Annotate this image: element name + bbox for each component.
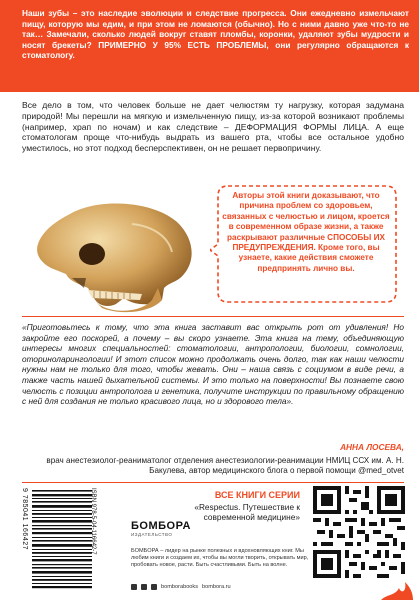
telegram-icon xyxy=(131,584,137,590)
divider-bottom xyxy=(22,482,404,483)
publisher-blurb: БОМБОРА – лидер на рынке полезных и вдохновляющих книг. Мы любим книги и создаем их, чтобы вы могли творить, открывать мир, пробовать новое, расти. Быть счастливыми. Быть на волне. xyxy=(131,548,309,568)
isbn-text: ISBN 978-5-04-116642-7 xyxy=(90,488,96,555)
publisher-social-row xyxy=(131,584,311,590)
barcode xyxy=(18,484,120,596)
barcode-graphic xyxy=(18,484,120,596)
publisher-site: bombora.ru xyxy=(202,584,231,590)
divider-top xyxy=(22,316,404,317)
corner-flame-decoration xyxy=(381,572,413,600)
body-text: Все дело в том, что человек больше не дает челюстям ту нагрузку, которая задумана природой! Мы перешли на мягкую и измельченную пищу, из-за которой возникают проблемы (например, храп по ночам) и как следствие – ДЕФОРМАЦИЯ ФОРМЫ ЛИЦА. А еще стоматологам проще что-нибудь выдрать из вашего рта, чтобы все остальное удобно уместилось, но этот подход бесперспективен, он не решает первопричину. xyxy=(22,100,404,154)
qr-code xyxy=(313,486,405,578)
quote-author-name: АННА ЛОСЕВА, xyxy=(340,442,404,452)
barcode-digits: 9 785041 166427 xyxy=(21,488,28,550)
publisher-handle: bomborabooks xyxy=(161,584,199,590)
quote-author-description: врач анестезиолог-реаниматолог отделения анестезиологии-реанимации НМИЦ ССХ им. А. Н. Бакулева, автор медицинского блога о первой помощи @med_otvet xyxy=(46,456,404,476)
publisher-logo-name: БОМБОРА xyxy=(131,520,191,532)
intro-text: Наши зубы – это наследие эволюции и следствие прогресса. Они ежедневно измельчают пищу, которую мы едим, и при этом не ломаются (обычно). Но с ними давно уже что-то не так… Замечали, сколько людей вокруг ставят пломбы, коронки, удаляют зубы мудрости и носят брекеты? ПРИМЕРНО У 95% ЕСТЬ ПРОБЛЕМЫ, они регулярно обращаются к стоматологу. xyxy=(22,8,409,61)
series-heading: ВСЕ КНИГИ СЕРИИ xyxy=(214,490,300,500)
intro-banner xyxy=(0,0,419,92)
skull-image xyxy=(12,196,202,316)
publisher-logo xyxy=(131,520,211,537)
publisher-logo-subtitle: ИЗДАТЕЛЬСТВО xyxy=(131,532,173,537)
youtube-icon xyxy=(151,584,157,590)
review-quote: «Приготовьтесь к тому, что эта книга заставит вас открыть рот от удивления! Но закройте его поскорей, а почему – вы скоро узнаете. Эта книга на тему, объединяющую интересы многих специальностей: стоматологии, антропологии, биологии, сомнологии, оториноларингологии! И этот список можно продолжать очень долго, так как наши челюсти нужны нам не только для того, чтобы жевать. Они – наша связь с социумом в виде речи, а также часть нашей дыхательной системы. И это только на поверхности! Вы познаете свою челюсть с позиции антрополога и генетика, получите инструкции по правильному обращению с ней для создания не только красивого лица, но и здорового тела». xyxy=(22,322,404,407)
vk-icon xyxy=(141,584,147,590)
speech-bubble-text: Авторы этой книги доказывают, что причина проблем со здоровьем, связанных с челюстью и лицом, кроется в современном образе жизни, а также раскрывают различные СПОСОБЫ ИХ ПРЕДУПРЕЖДЕНИЯ. Кроме того, вы узнаете, какие действия сможете предпринять лично вы. xyxy=(222,191,390,273)
series-name: «Respectus. Путешествие к современной медицине» xyxy=(194,502,300,523)
